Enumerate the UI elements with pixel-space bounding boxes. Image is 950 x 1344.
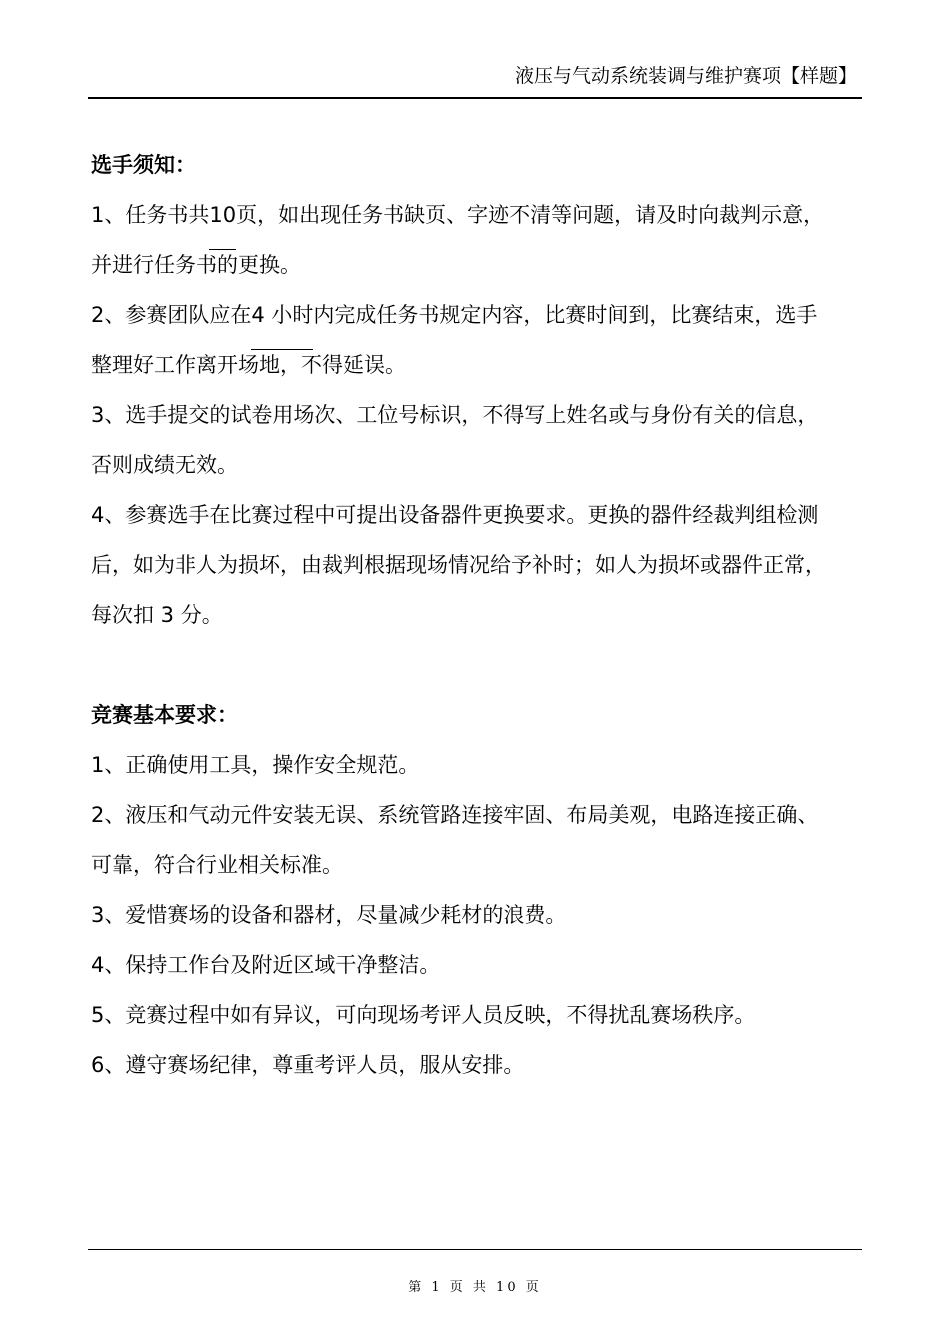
notice-item-1 bbox=[91, 190, 871, 240]
requirement-item-5: 5、竞赛过程中如有异议，可向现场考评人员反映，不得扰乱赛场秩序。 bbox=[91, 1003, 756, 1027]
requirements-heading: 竞赛基本要求： bbox=[91, 703, 238, 727]
notice-heading: 选手须知： bbox=[91, 153, 196, 177]
notice-item-1-underlined-pages: 10 bbox=[209, 190, 236, 240]
notice-item-3: 3、选手提交的试卷用场次、工位号标识，不得写上姓名或与身份有关的信息， bbox=[91, 403, 819, 427]
notice-item-2-continued: 整理好工作离开场地，不得延误。 bbox=[91, 353, 406, 377]
requirement-item-2: 2、液压和气动元件安装无误、系统管路连接牢固、布局美观，电路连接正确、 bbox=[91, 803, 819, 827]
notice-item-1-prefix: 1、任务书共 bbox=[91, 203, 210, 227]
section-spacer bbox=[91, 640, 871, 690]
notice-item-2-rest: 内完成任务书规定内容，比赛时间到，比赛结束，选手 bbox=[313, 303, 818, 327]
footer-divider bbox=[88, 1249, 862, 1250]
requirement-item-3: 3、爱惜赛场的设备和器材，尽量减少耗材的浪费。 bbox=[91, 903, 567, 927]
requirement-item-6: 6、遵守赛场纪律，尊重考评人员，服从安排。 bbox=[91, 1053, 525, 1077]
notice-item-2-underlined-hours: 4 小时 bbox=[251, 290, 313, 340]
notice-item-1-continued: 并进行任务书的更换。 bbox=[91, 253, 301, 277]
header-divider bbox=[88, 97, 862, 99]
requirement-item-1: 1、正确使用工具，操作安全规范。 bbox=[91, 753, 420, 777]
notice-item-2-prefix: 2、参赛团队应在 bbox=[91, 303, 252, 327]
notice-item-3-continued: 否则成绩无效。 bbox=[91, 453, 238, 477]
notice-item-4-continued-2: 每次扣 3 分。 bbox=[91, 603, 223, 627]
notice-item-4-continued: 后，如为非人为损坏，由裁判根据现场情况给予补时；如人为损坏或器件正常， bbox=[91, 553, 826, 577]
requirement-item-2-continued: 可靠，符合行业相关标准。 bbox=[91, 853, 343, 877]
document-header-title: 液压与气动系统装调与维护赛项【样题】 bbox=[514, 65, 857, 87]
page-number-footer: 第 1 页 共 10 页 bbox=[408, 1280, 542, 1295]
notice-item-4: 4、参赛选手在比赛过程中可提出设备器件更换要求。更换的器件经裁判组检测 bbox=[91, 503, 819, 527]
requirement-item-4: 4、保持工作台及附近区域干净整洁。 bbox=[91, 953, 441, 977]
document-body bbox=[91, 140, 871, 1090]
notice-item-2 bbox=[91, 290, 871, 340]
notice-item-1-rest: 页，如出现任务书缺页、字迹不清等问题，请及时向裁判示意， bbox=[236, 203, 825, 227]
